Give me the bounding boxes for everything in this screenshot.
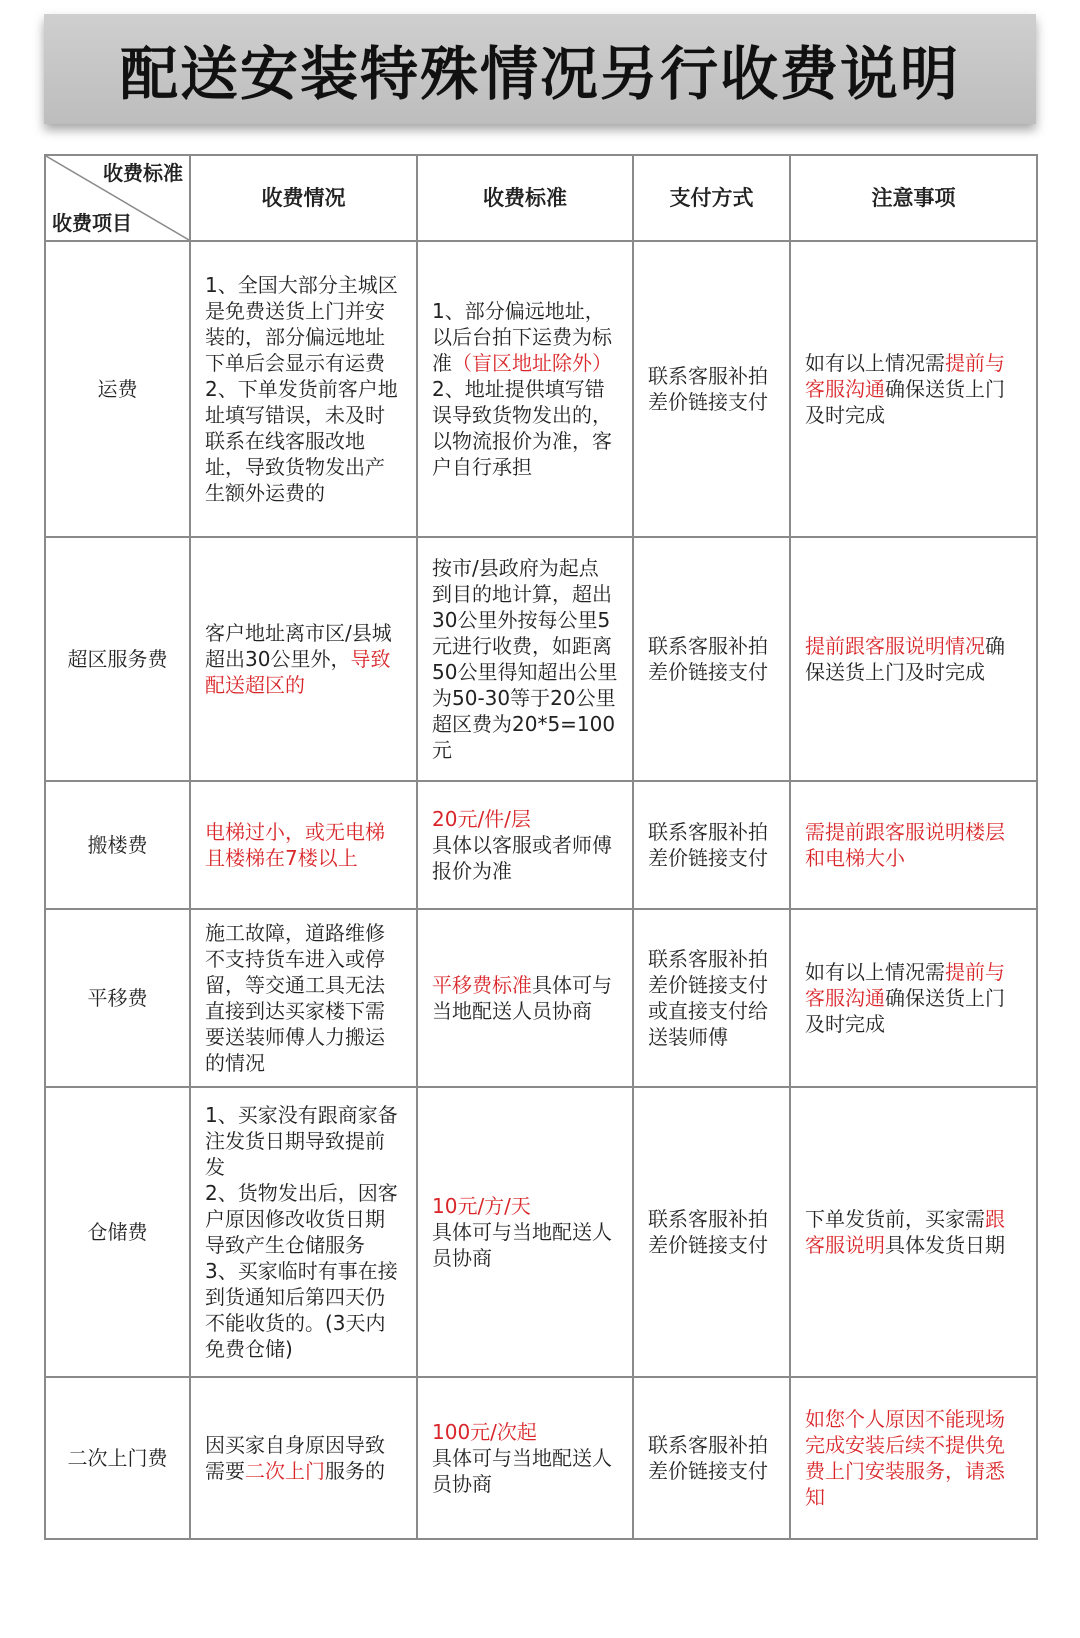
cell-text: 具体可与当地配送人员协商: [432, 1220, 612, 1270]
highlight-text: 二次上门: [245, 1459, 325, 1483]
table-row: [45, 1377, 1037, 1539]
standard-cell: [417, 781, 633, 909]
cell-text: 1、全国大部分主城区是免费送货上门并安装的，部分偏远地址下单后会显示有运费: [205, 273, 398, 375]
cell-text: 按市/县政府为起点到目的地计算，超出30公里外按每公里5元进行收费，如距离50公里得知超出公里为50-30等于20公里超区费为20*5=100元: [432, 556, 618, 762]
fee-item-name: 超区服务费: [45, 537, 190, 781]
cell-text: 联系客服补拍差价链接支付或直接支付给送装师傅: [648, 947, 768, 1049]
cell-text: 因买家自身原因导致需要: [205, 1433, 385, 1483]
table-row: [45, 241, 1037, 537]
cell-text: 确保送货上门及时完成: [805, 377, 1005, 427]
cell-text: 下单发货前，买家需: [805, 1207, 985, 1231]
cell-text: 施工故障，道路维修不支持货车进入或停留，等交通工具无法直接到达买家楼下需要送装师傅人力搬运的情况: [205, 921, 385, 1075]
situation-cell: [190, 781, 417, 909]
column-header-standard: 收费标准: [417, 155, 633, 241]
cell-text: 2、下单发货前客户地址填写错误，未及时联系在线客服改地址，导致货物发出产生额外运费的: [205, 377, 398, 505]
highlight-text: 100元/次起: [432, 1420, 537, 1444]
notes-cell: [790, 1087, 1037, 1377]
payment-cell: [633, 781, 790, 909]
situation-cell: [190, 1377, 417, 1539]
highlight-text: 跟客服说明: [805, 1207, 1005, 1257]
table-row: [45, 537, 1037, 781]
cell-text: 具体发货日期: [885, 1233, 1005, 1257]
highlight-text: 20元/件/层: [432, 807, 531, 831]
fee-item-name: 平移费: [45, 909, 190, 1087]
cell-text: 具体可与当地配送人员协商: [432, 973, 612, 1023]
cell-text: 3、买家临时有事在接到货通知后第四天仍不能收货的。(3天内免费仓储): [205, 1259, 398, 1361]
standard-cell: [417, 537, 633, 781]
column-header-payment: 支付方式: [633, 155, 790, 241]
fee-item-name: 仓储费: [45, 1087, 190, 1377]
notes-cell: [790, 537, 1037, 781]
payment-cell: [633, 241, 790, 537]
notes-cell: [790, 1377, 1037, 1539]
cell-text: 具体以客服或者师傅报价为准: [432, 833, 612, 883]
situation-cell: [190, 537, 417, 781]
notes-cell: [790, 909, 1037, 1087]
cell-text: 确保送货上门及时完成: [805, 634, 1005, 684]
page-title: 配送安装特殊情况另行收费说明: [119, 40, 960, 108]
fee-item-name: 运费: [45, 241, 190, 537]
situation-cell: [190, 909, 417, 1087]
payment-cell: [633, 537, 790, 781]
table-header-row: [45, 155, 1037, 241]
standard-cell: [417, 909, 633, 1087]
table-row: [45, 781, 1037, 909]
cell-text: 联系客服补拍差价链接支付: [648, 364, 768, 414]
corner-header-cell: [45, 155, 190, 241]
corner-top-label: 收费标准: [103, 161, 183, 185]
cell-text: 如有以上情况需: [805, 351, 945, 375]
situation-cell: [190, 241, 417, 537]
cell-text: 联系客服补拍差价链接支付: [648, 820, 768, 870]
title-banner: [44, 14, 1036, 124]
fee-table: [44, 154, 1038, 1540]
payment-cell: [633, 1087, 790, 1377]
standard-cell: [417, 241, 633, 537]
notes-cell: [790, 241, 1037, 537]
highlight-text: 如您个人原因不能现场完成安装后续不提供免费上门安装服务，请悉知: [805, 1407, 1005, 1509]
corner-bottom-label: 收费项目: [52, 211, 132, 235]
cell-text: 1、部分偏远地址，以后台拍下运费为标准: [432, 299, 612, 375]
highlight-text: 平移费标准: [432, 973, 532, 997]
payment-cell: [633, 1377, 790, 1539]
fee-item-name: 二次上门费: [45, 1377, 190, 1539]
column-header-notes: 注意事项: [790, 155, 1037, 241]
cell-text: 联系客服补拍差价链接支付: [648, 634, 768, 684]
cell-text: 具体可与当地配送人员协商: [432, 1446, 612, 1496]
highlight-text: 提前与客服沟通: [805, 960, 1005, 1010]
cell-text: 1、买家没有跟商家备注发货日期导致提前发: [205, 1103, 398, 1179]
cell-text: 客户地址离市区/县城超出30公里外，: [205, 621, 392, 671]
payment-cell: [633, 909, 790, 1087]
highlight-text: 需提前跟客服说明楼层和电梯大小: [805, 820, 1005, 870]
standard-cell: [417, 1087, 633, 1377]
cell-text: 如有以上情况需: [805, 960, 945, 984]
highlight-text: 导致配送超区的: [205, 647, 391, 697]
cell-text: 服务的: [325, 1459, 385, 1483]
cell-text: 联系客服补拍差价链接支付: [648, 1207, 768, 1257]
column-header-situation: 收费情况: [190, 155, 417, 241]
fee-item-name: 搬楼费: [45, 781, 190, 909]
notes-cell: [790, 781, 1037, 909]
table-row: [45, 909, 1037, 1087]
highlight-text: 提前与客服沟通: [805, 351, 1005, 401]
table-row: [45, 1087, 1037, 1377]
cell-text: 2、地址提供填写错误导致货物发出的，以物流报价为准，客户自行承担: [432, 377, 612, 479]
cell-text: 联系客服补拍差价链接支付: [648, 1433, 768, 1483]
highlight-text: 电梯过小，或无电梯且楼梯在7楼以上: [205, 820, 385, 870]
highlight-text: 10元/方/天: [432, 1194, 531, 1218]
highlight-text: （盲区地址除外）: [452, 351, 612, 375]
situation-cell: [190, 1087, 417, 1377]
highlight-text: 提前跟客服说明情况: [805, 634, 985, 658]
cell-text: 确保送货上门及时完成: [805, 986, 1005, 1036]
cell-text: 2、货物发出后，因客户原因修改收货日期导致产生仓储服务: [205, 1181, 398, 1257]
standard-cell: [417, 1377, 633, 1539]
